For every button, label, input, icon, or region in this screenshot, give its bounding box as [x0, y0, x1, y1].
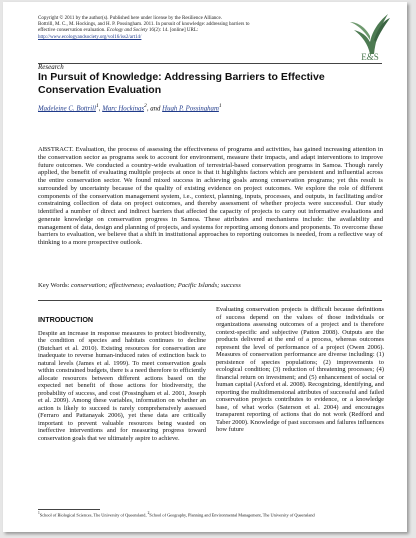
abstract-paragraph: ABSTRACT. Evaluation, the process of assessing the effectiveness of programs and activities, has gained increasing attention in the conservation sector as programs seek to account for environment, measure their impacts, and adapt interventions to improve future outcomes. We conducted a country-wide evaluation of terrestrial-based conservation programs in Samoa. Though rarely applied, the benefit of evaluating multiple projects at once is that it highlights factors which are persistent and influential across the entire conservation sector. We found mixed success in achieving goals among conservation programs; yet this result is surrounded by uncertainty because of the quality of existing evidence on project outcomes. We explore the role of different components of the conservation management system, i.e., context, planning, inputs, processes, and outputs, in facilitating and/or constraining collection of data on project outcomes, and thereby assessment of whether projects were successful. Our study identified a number of direct and indirect barriers that affected the capacity of projects to carry out informative evaluations and generate knowledge on conservation progress in Samoa. These attributes and mechanisms include: the availability and management of data, design and planning of projects, and systems for reporting among donors and proponents. To overcome these barriers to evaluation, we believe that a shift in institutional approaches to reporting outcomes is needed, from a reflective way of thinking to a more prospective outlook.	[38, 146, 383, 246]
affiliation-text: School of Biological Sciences, The University of Queensland,	[39, 512, 148, 518]
citation-line: Bottrill, M. C., M. Hockings, and H. P. Possingham. 2011. In pursuit of knowledge: addressing barriers to	[38, 22, 250, 28]
footnote-rule	[38, 509, 100, 510]
author-link[interactable]: Madeleine C. Bottrill	[38, 105, 96, 113]
author-separator: ,	[98, 105, 103, 113]
section-label: Research	[38, 63, 64, 71]
affiliation-text: School of Geography, Planning and Environmental Management, The University of Queensland	[149, 512, 315, 518]
article-title: In Pursuit of Knowledge: Addressing Barriers to Effective Conservation Evaluation	[38, 71, 325, 96]
author-list	[38, 103, 378, 112]
left-column	[38, 316, 206, 442]
introduction-heading: INTRODUCTION	[38, 315, 94, 324]
keywords-line	[38, 282, 378, 289]
author-link[interactable]: Hugh P. Possingham	[162, 105, 219, 113]
affiliations-footnote	[38, 511, 378, 518]
author-link[interactable]: Marc Hockings	[102, 105, 145, 113]
paper-page	[3, 2, 407, 532]
keywords-label: Key Words:	[38, 282, 72, 289]
body-paragraph: Evaluating conservation projects is difficult because definitions of success depend on the values of those individuals or organizations assessing outcomes of a project and is therefore context-specific and subjective (Patton 2008). Outputs are the products delivered at the end of a process, whereas outcomes represent the level of performance of a project (Owen 2006). Measures of conservation performance are diverse including: (1) persistence of species populations; (2) improvements to ecological condition; (3) reduction of threatening processes; (4) financial return on investment; and (5) enhancement of social or human capital (Axford et al. 2008). Recognizing, identifying, and reporting the multidimensional attributes of successful and failed conservation projects contributes to evidence, or a knowledge base, of what works (Saterson et al. 2004) and encourages transparent reporting of actions that do not work (Redford and Taber 2000). Knowledge of past successes and failures influences how future	[216, 306, 384, 433]
citation-text: 16(2): 14. [online] URL:	[147, 28, 199, 34]
introduction-paragraph: Despite an increase in response measures to protect biodiversity, the condition of species and habitats continues to decline (Butchart et al. 2010). Existing resources for conservation are inadequate to reverse human-induced rates of extinction back to natural levels (James et al. 1999). To meet conservation goals within constrained budgets, there is a need therefore to efficiently allocate resources between different actions based on the expected net benefit of those actions for biodiversity, the probability of success, and cost (Possingham et al. 2001, Joseph et al. 2009). Among these variables, information on whether an action is likely to succeed is rarely comprehensively assessed (Ferraro and Pattanayak 2006), yet these data are critically important to prevent valuable resources being wasted on ineffective interventions and for measuring progress toward conservation goals that we ultimately aspire to achieve.	[38, 329, 206, 442]
copyright-notice	[38, 16, 328, 41]
journal-logo	[348, 10, 392, 62]
logo-text: E&S	[361, 52, 379, 62]
affiliation-marker: 2	[144, 103, 147, 109]
citation-text: effective conservation evaluation.	[38, 28, 107, 34]
affiliation-marker: 2	[147, 511, 150, 515]
keywords-terms: conservation; effectiveness; evaluation; Pacific Islands; success	[71, 282, 241, 289]
right-column	[216, 306, 384, 434]
copyright-line: Copyright © 2011 by the author(s). Published here under license by the Resilience Alliance.	[38, 16, 222, 21]
journal-name: Ecology and Society	[106, 28, 148, 34]
article-url-link-cont[interactable]: vol16/iss2/art14/	[107, 34, 142, 40]
affiliation-marker: 1	[218, 103, 222, 109]
affiliation-marker: 1	[38, 511, 40, 515]
header-rule	[38, 63, 382, 64]
article-url-link[interactable]: http://www.ecologyandsociety.org/	[38, 34, 108, 40]
author-separator: , and	[146, 105, 163, 113]
section-rule	[38, 300, 382, 301]
affiliation-marker: 1	[95, 103, 99, 109]
